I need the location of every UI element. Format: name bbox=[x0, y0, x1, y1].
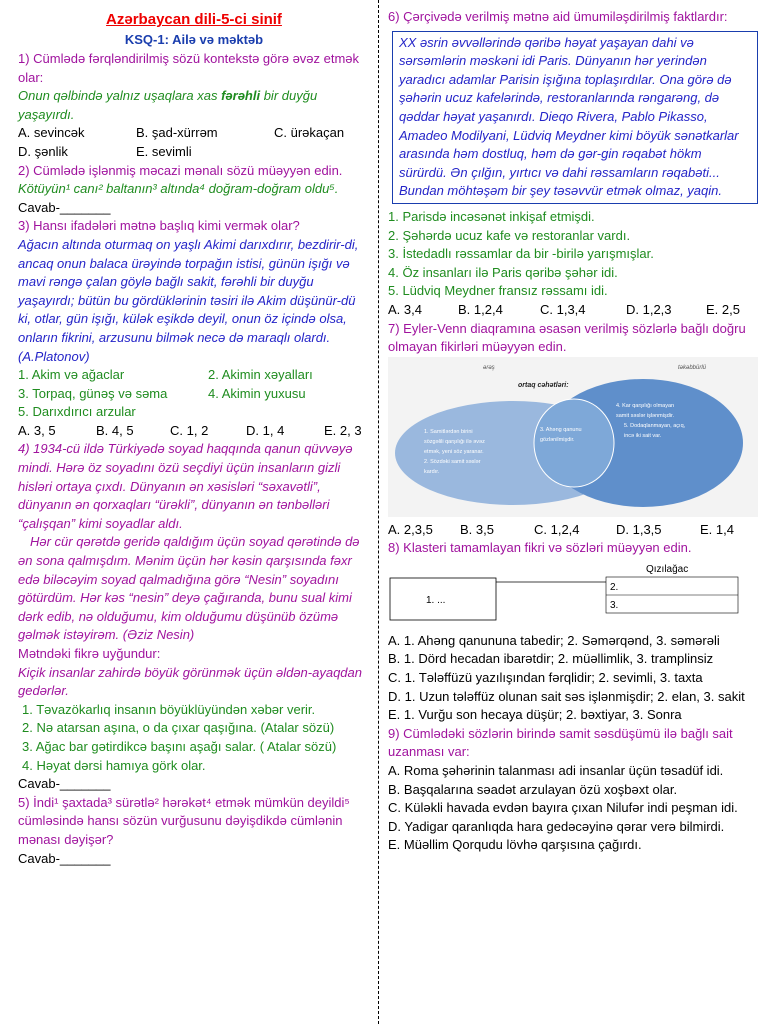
option: E. 2,5 bbox=[706, 301, 740, 317]
question-9: 9) Cümlədəki sözlərin birində samit səsdüşümü ilə bağlı sait uzanması var: bbox=[388, 725, 733, 760]
item: 1. Təvazökarlıq insanın böyüklüyündən xəbər verir. bbox=[22, 701, 316, 717]
option: E. 1. Vurğu son hecaya düşür; 2. bəxtiyar, 3. Sonra bbox=[388, 707, 682, 723]
item: 3. Ağac bar gətirdikcə başını aşağı salar. ( Atalar sözü) bbox=[22, 738, 337, 754]
venn-right-line: 5. Dodaqlanmayan, açıq, bbox=[624, 422, 686, 429]
venn-left-line: kardır. bbox=[424, 468, 440, 475]
cluster-top-word: Qızılağac bbox=[646, 563, 689, 575]
question-3-options bbox=[18, 422, 370, 441]
option: E. 1,4 bbox=[700, 521, 734, 537]
question-3-items-row2 bbox=[18, 385, 370, 404]
option: C. ürəkaçan bbox=[274, 125, 345, 141]
item: 5. Lüdviq Meydner fransız rəssamı idi. bbox=[388, 283, 608, 299]
option: B. 1,2,4 bbox=[458, 301, 503, 317]
option: C. 1,2,4 bbox=[534, 521, 580, 537]
question-4-text-2: Hər cür qərətdə geridə qaldığım üçün soyad qərətində də ən sona qalmışdım. Mənim üçün hər kəsin qarşısında fəxr edə biləcəyim soyad qalmadığına görə “Nesin” soyadını götürdüm. Hər kəs “nesin” deyə çağıranda, bunu sual kimi dərk edib, nə olduğumu, kim olduğumu düşünüb özümə gəlmək istəyirəm. (Əziz Nesin) bbox=[18, 534, 360, 643]
item: 5. Darıxdırıcı arzular bbox=[18, 404, 136, 420]
option: C. 1, 2 bbox=[170, 422, 209, 438]
question-3-items-row1 bbox=[18, 366, 370, 385]
option: A. 3,4 bbox=[388, 301, 422, 317]
option: A. 3, 5 bbox=[18, 422, 56, 438]
option: B. 1. Dörd hecadan ibarətdir; 2. müəllimlik, 3. tramplinsiz bbox=[388, 651, 714, 667]
venn-right-line: 4. Kar qarşılığı olmayan bbox=[616, 402, 675, 409]
venn-left-line: 1. Samitlərdən birini bbox=[424, 428, 473, 435]
option: A. sevincək bbox=[18, 125, 85, 141]
question-7: 7) Eyler-Venn diaqramına əsasən verilmiş sözlərlə bağlı doğru olmayan fikirləri müəyyən edin. bbox=[388, 320, 746, 355]
cluster-item: 2. bbox=[610, 581, 619, 593]
item: 4. Akimin yuxusu bbox=[208, 385, 306, 401]
worksheet-title: Azərbaycan dili-5-ci sinif bbox=[106, 11, 282, 28]
option: D. 1. Uzun tələffüz olunan sait səs işlənmişdir; 2. elan, 3. sakit bbox=[388, 688, 745, 704]
option: A. 1. Ahəng qanununa tabedir; 2. Səmərqənd, 3. səmərəli bbox=[388, 632, 720, 648]
venn-mid-line: gözlənilmişdir. bbox=[540, 436, 575, 443]
question-1-options-row2 bbox=[18, 143, 370, 162]
question-7-options bbox=[388, 521, 758, 540]
left-column bbox=[18, 0, 370, 868]
option: D. şənlik bbox=[18, 143, 68, 159]
venn-left-label: ərəş bbox=[483, 364, 495, 371]
option: C. Küləkli havada evdən bayıra çıxan Nilufər indi peşman idi. bbox=[388, 800, 738, 816]
venn-right-line: incə iki sait var. bbox=[624, 432, 662, 439]
option: D. 1,2,3 bbox=[626, 301, 672, 317]
answer-line: Cavab-_______ bbox=[18, 850, 111, 866]
question-6: 6) Çərçivədə verilmiş mətnə aid ümumiləşdirilmiş faktlardır: bbox=[388, 9, 728, 24]
item: 2. Şəhərdə ucuz kafe və restoranlar vardı. bbox=[388, 227, 631, 243]
right-column bbox=[388, 8, 758, 855]
venn-mid-line: 3. Ahəng qanunu bbox=[540, 426, 582, 433]
question-4-sub: Kiçik insanlar zahirdə böyük görünmək üçün əldən-ayaqdan gedərlər. bbox=[18, 664, 362, 699]
item: 2. Nə atarsan aşına, o da çıxar qaşığına. (Atalar sözü) bbox=[22, 720, 335, 736]
question-1-sentence: Onun qəlbində yalnız uşaqlara xas fərəhli bir duyğu yaşayırdı. bbox=[18, 88, 318, 122]
question-3: 3) Hansı ifadələri mətnə başlıq kimi vermək olar? bbox=[18, 218, 300, 234]
cluster-box-text: 1. ... bbox=[426, 594, 446, 606]
venn-right-line: samit səslər işlənmişdir. bbox=[616, 412, 675, 419]
option: E. sevimli bbox=[136, 143, 192, 159]
worksheet-subtitle: KSQ-1: Ailə və məktəb bbox=[124, 32, 264, 47]
question-3-text: Ağacın altında oturmaq on yaşlı Akimi darıxdırır, bezdirir-di, ancaq onun balaca ürəyində torpağın istisi, günün işığı və mavi rəngə çalan göylə bağlı sakit, fərəhli bir duyğu yaşayırdı; bütün bu gördüklərinin təsiri ilə Akim düşünür-dü ki, otlar, gün işığı, külək eşikdə deyil, onun öz içində olsa, onların fikrini, arzusunu bilmək necə də maraqlı olardı. (A.Platonov) bbox=[18, 236, 359, 364]
item: 4. Həyat dərsi hamıya görk olar. bbox=[22, 757, 206, 773]
option: D. Yadigar qaranlıqda hara gedəcəyinə qərar verə bilmirdi. bbox=[388, 818, 725, 834]
option: B. 4, 5 bbox=[96, 422, 134, 438]
question-6-framed-text: XX əsrin əvvəllərində qəribə həyat yaşayan dahi və sərsəmlərin məskəni idi Paris. Dünyanın hər yerindən yaradıcı adamlar Parisin işığına toplaşırdılar. Ona görə də şəhərin ucuz kafelərində, restoranlarında rəngarəng, də qəddar həyat yaşanırdı. Dieqo Rivera, Pablo Pikasso, Amadeo Modilyani, Lüdviq Meydner kimi böyük sənətkarlar arasında həm dostluq, həm də gər-gin rəqabət hökm sürürdü. Ən çılğın, yırtıcı və dahi rəssamların rəqabəti... Bundan möhtəşəm bir şey təsəvvür etmək olmaz, yaqin. bbox=[392, 31, 758, 204]
venn-intersection bbox=[534, 399, 614, 487]
question-2: 2) Cümlədə işlənmiş məcazi mənalı sözü müəyyən edin. bbox=[18, 162, 343, 178]
option: A. 2,3,5 bbox=[388, 521, 433, 537]
option: B. 3,5 bbox=[460, 521, 494, 537]
option: E. Müəllim Qorqudu lövhə qarşısına çağırdı. bbox=[388, 837, 642, 853]
cluster-diagram bbox=[388, 558, 758, 628]
answer-line: Cavab-_______ bbox=[18, 199, 111, 215]
option: C. 1,3,4 bbox=[540, 301, 586, 317]
venn-left-line: etmək, yeni söz yaranar. bbox=[424, 448, 484, 455]
cluster-item: 3. bbox=[610, 599, 619, 611]
item: 3. Torpaq, günəş və səma bbox=[18, 385, 168, 401]
question-5: 5) İndi¹ şaxtada³ sürətlə² hərəkət⁴ etmək mümkün deyildi⁵ cümləsində hansı sözün vurğusunu dəyişdikdə cümlənin mənası dəyişər? bbox=[18, 794, 350, 847]
item: 2. Akimin xəyalları bbox=[208, 367, 313, 383]
option: B. şad-xürrəm bbox=[136, 125, 218, 141]
venn-left-line: 2. Sözdəki samit səslər bbox=[424, 458, 481, 465]
option: A. Roma şəhərinin talanması adi insanlar üçün təsadüf idi. bbox=[388, 763, 724, 779]
venn-left-line: sözgəlili qarşılığı ilə əvəz bbox=[424, 438, 485, 445]
venn-diagram bbox=[388, 357, 758, 517]
question-4-text-1: 4) 1934-cü ildə Türkiyədə soyad haqqında qanun qüvvəyə mindi. Hərə öz soyadını özü seçdiyi üçün insanların gizli hisləri ortaya çıxdı. Dünyanın ən xəsisləri “səxavətli”, dünyanın ən qorxaqları “ürəkli”, dünyanın ən tənbəlləri “çalışqan” kimi soyadlar aldı. bbox=[18, 441, 353, 531]
question-8: 8) Klasteri tamamlayan fikri və sözləri müəyyən edin. bbox=[388, 540, 692, 556]
question-6-options bbox=[388, 301, 758, 320]
answer-line: Cavab-_______ bbox=[18, 776, 111, 792]
item: 1. Parisdə incəsənət inkişaf etmişdi. bbox=[388, 208, 595, 224]
option: D. 1, 4 bbox=[246, 422, 285, 438]
question-1-options-row1 bbox=[18, 124, 370, 143]
venn-right-label: təkəbbürlü bbox=[678, 364, 707, 371]
item: 1. Akim və ağaclar bbox=[18, 367, 125, 383]
column-divider bbox=[378, 0, 379, 1024]
highlighted-word: fərəhli bbox=[221, 88, 261, 104]
option: C. 1. Tələffüzü yazılışından fərqlidir; 2. sevimli, 3. taxta bbox=[388, 670, 703, 686]
question-2-sentence: Kötüyün¹ canı² baltanın³ altında⁴ doğram-doğram oldu⁵. bbox=[18, 181, 339, 197]
item: 3. İstedadlı rəssamlar da bir -birilə yarışmışlar. bbox=[388, 246, 654, 262]
option: D. 1,3,5 bbox=[616, 521, 662, 537]
question-1: 1) Cümlədə fərqləndirilmiş sözü kontekstə görə əvəz etmək olar: bbox=[18, 51, 360, 85]
option: B. Başqalarına səadət arzulayan özü xoşbəxt olar. bbox=[388, 781, 678, 797]
venn-common-label: ortaq cəhətləri: bbox=[518, 381, 569, 389]
item: 4. Öz insanları ilə Paris qəribə şəhər idi. bbox=[388, 264, 618, 280]
option: E. 2, 3 bbox=[324, 422, 362, 438]
question-4: Mətndəki fikrə uyğundur: bbox=[18, 646, 161, 661]
